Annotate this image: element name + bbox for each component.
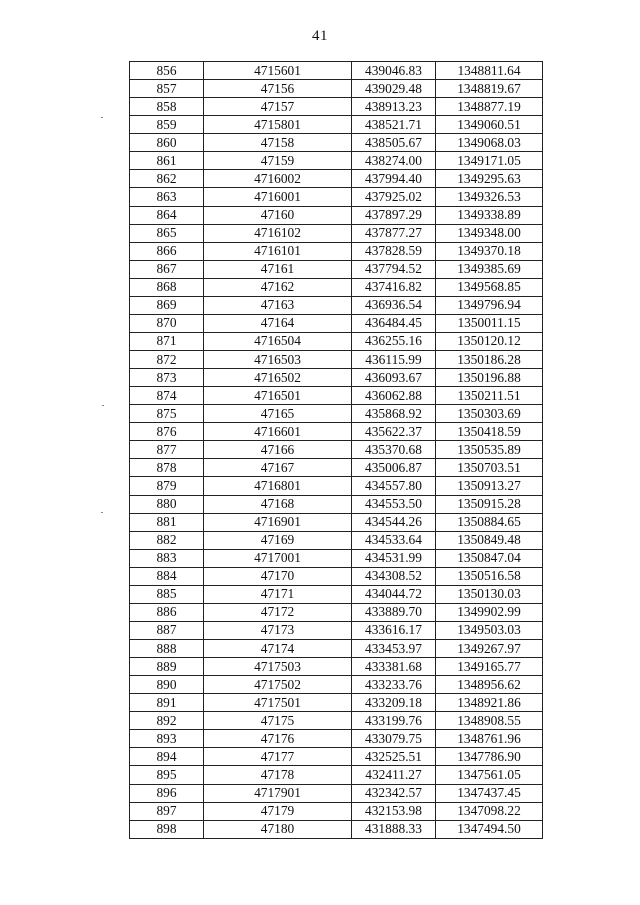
row-number-cell: 861 [130,152,204,170]
x-coordinate-cell: 434531.99 [352,549,436,567]
x-coordinate-cell: 433616.17 [352,621,436,639]
x-coordinate-cell: 434533.64 [352,531,436,549]
y-coordinate-cell: 1349370.18 [436,242,543,260]
point-id-cell: 47156 [204,80,352,98]
y-coordinate-cell: 1350186.28 [436,351,543,369]
row-number-cell: 895 [130,766,204,784]
y-coordinate-cell: 1347437.45 [436,784,543,802]
row-number-cell: 878 [130,459,204,477]
point-id-cell: 4717901 [204,784,352,802]
x-coordinate-cell: 433889.70 [352,603,436,621]
x-coordinate-cell: 432525.51 [352,748,436,766]
row-number-cell: 892 [130,712,204,730]
table-row [130,351,543,369]
table-row [130,459,543,477]
y-coordinate-cell: 1349902.99 [436,603,543,621]
row-number-cell: 864 [130,206,204,224]
point-id-cell: 4716504 [204,332,352,350]
table-row [130,423,543,441]
point-id-cell: 47162 [204,278,352,296]
point-id-cell: 4717501 [204,694,352,712]
y-coordinate-cell: 1348908.55 [436,712,543,730]
y-coordinate-cell: 1348761.96 [436,730,543,748]
x-coordinate-cell: 436484.45 [352,314,436,332]
table-row [130,694,543,712]
row-number-cell: 872 [130,351,204,369]
x-coordinate-cell: 436115.99 [352,351,436,369]
y-coordinate-cell: 1350703.51 [436,459,543,477]
y-coordinate-cell: 1350211.51 [436,387,543,405]
table-row [130,242,543,260]
point-id-cell: 47179 [204,802,352,820]
point-id-cell: 4716501 [204,387,352,405]
x-coordinate-cell: 435868.92 [352,405,436,423]
row-number-cell: 863 [130,188,204,206]
point-id-cell: 47163 [204,296,352,314]
x-coordinate-cell: 436062.88 [352,387,436,405]
scan-speck [101,117,103,118]
x-coordinate-cell: 433079.75 [352,730,436,748]
point-id-cell: 47161 [204,260,352,278]
y-coordinate-cell: 1350913.27 [436,477,543,495]
x-coordinate-cell: 437925.02 [352,188,436,206]
point-id-cell: 47174 [204,640,352,658]
point-id-cell: 4717001 [204,549,352,567]
table-row [130,567,543,585]
point-id-cell: 47158 [204,134,352,152]
y-coordinate-cell: 1349796.94 [436,296,543,314]
table-row [130,477,543,495]
row-number-cell: 858 [130,98,204,116]
table-row [130,549,543,567]
table-row [130,513,543,531]
x-coordinate-cell: 433199.76 [352,712,436,730]
y-coordinate-cell: 1349295.63 [436,170,543,188]
table-row [130,206,543,224]
point-id-cell: 47166 [204,441,352,459]
y-coordinate-cell: 1348819.67 [436,80,543,98]
y-coordinate-cell: 1349568.85 [436,278,543,296]
table-row [130,531,543,549]
row-number-cell: 869 [130,296,204,314]
scan-speck [102,405,104,406]
row-number-cell: 874 [130,387,204,405]
table-row [130,314,543,332]
x-coordinate-cell: 437897.29 [352,206,436,224]
y-coordinate-cell: 1349338.89 [436,206,543,224]
table-row [130,170,543,188]
table-row [130,603,543,621]
x-coordinate-cell: 437794.52 [352,260,436,278]
y-coordinate-cell: 1348811.64 [436,62,543,80]
row-number-cell: 877 [130,441,204,459]
row-number-cell: 897 [130,802,204,820]
x-coordinate-cell: 432411.27 [352,766,436,784]
table-row [130,188,543,206]
y-coordinate-cell: 1349165.77 [436,658,543,676]
y-coordinate-cell: 1349171.05 [436,152,543,170]
row-number-cell: 866 [130,242,204,260]
x-coordinate-cell: 435006.87 [352,459,436,477]
y-coordinate-cell: 1350196.88 [436,369,543,387]
point-id-cell: 47173 [204,621,352,639]
y-coordinate-cell: 1350847.04 [436,549,543,567]
table-row [130,116,543,134]
x-coordinate-cell: 439046.83 [352,62,436,80]
row-number-cell: 898 [130,820,204,838]
point-id-cell: 4715801 [204,116,352,134]
row-number-cell: 885 [130,585,204,603]
y-coordinate-cell: 1349068.03 [436,134,543,152]
point-id-cell: 47178 [204,766,352,784]
coordinates-table [129,61,543,839]
row-number-cell: 881 [130,513,204,531]
point-id-cell: 4715601 [204,62,352,80]
row-number-cell: 860 [130,134,204,152]
table-row [130,748,543,766]
y-coordinate-cell: 1347561.05 [436,766,543,784]
table-row [130,152,543,170]
table-row [130,387,543,405]
table-row [130,784,543,802]
table-row [130,332,543,350]
table-row [130,676,543,694]
point-id-cell: 4716002 [204,170,352,188]
x-coordinate-cell: 434557.80 [352,477,436,495]
x-coordinate-cell: 434044.72 [352,585,436,603]
point-id-cell: 4716001 [204,188,352,206]
x-coordinate-cell: 431888.33 [352,820,436,838]
row-number-cell: 887 [130,621,204,639]
table-row [130,80,543,98]
table-row [130,820,543,838]
y-coordinate-cell: 1347494.50 [436,820,543,838]
row-number-cell: 857 [130,80,204,98]
y-coordinate-cell: 1350516.58 [436,567,543,585]
y-coordinate-cell: 1349385.69 [436,260,543,278]
x-coordinate-cell: 437416.82 [352,278,436,296]
x-coordinate-cell: 438505.67 [352,134,436,152]
table-row [130,405,543,423]
point-id-cell: 4717503 [204,658,352,676]
point-id-cell: 47176 [204,730,352,748]
point-id-cell: 47165 [204,405,352,423]
row-number-cell: 882 [130,531,204,549]
row-number-cell: 889 [130,658,204,676]
y-coordinate-cell: 1349348.00 [436,224,543,242]
row-number-cell: 893 [130,730,204,748]
table-row [130,441,543,459]
row-number-cell: 873 [130,369,204,387]
y-coordinate-cell: 1350418.59 [436,423,543,441]
x-coordinate-cell: 437877.27 [352,224,436,242]
row-number-cell: 896 [130,784,204,802]
x-coordinate-cell: 433209.18 [352,694,436,712]
point-id-cell: 4716502 [204,369,352,387]
table-row [130,296,543,314]
y-coordinate-cell: 1350120.12 [436,332,543,350]
table-row [130,62,543,80]
y-coordinate-cell: 1348877.19 [436,98,543,116]
coordinates-table-body [130,62,543,839]
y-coordinate-cell: 1350915.28 [436,495,543,513]
table-row [130,278,543,296]
table-row [130,640,543,658]
x-coordinate-cell: 436093.67 [352,369,436,387]
x-coordinate-cell: 433381.68 [352,658,436,676]
table-row [130,658,543,676]
x-coordinate-cell: 436255.16 [352,332,436,350]
row-number-cell: 868 [130,278,204,296]
row-number-cell: 890 [130,676,204,694]
point-id-cell: 47171 [204,585,352,603]
y-coordinate-cell: 1350884.65 [436,513,543,531]
row-number-cell: 865 [130,224,204,242]
row-number-cell: 886 [130,603,204,621]
point-id-cell: 4716601 [204,423,352,441]
row-number-cell: 856 [130,62,204,80]
y-coordinate-cell: 1349267.97 [436,640,543,658]
point-id-cell: 47159 [204,152,352,170]
y-coordinate-cell: 1350303.69 [436,405,543,423]
point-id-cell: 47168 [204,495,352,513]
x-coordinate-cell: 434544.26 [352,513,436,531]
y-coordinate-cell: 1349326.53 [436,188,543,206]
point-id-cell: 4717502 [204,676,352,694]
x-coordinate-cell: 439029.48 [352,80,436,98]
y-coordinate-cell: 1350011.15 [436,314,543,332]
row-number-cell: 875 [130,405,204,423]
row-number-cell: 879 [130,477,204,495]
point-id-cell: 47177 [204,748,352,766]
x-coordinate-cell: 435370.68 [352,441,436,459]
page-number: 41 [312,28,328,44]
row-number-cell: 871 [130,332,204,350]
x-coordinate-cell: 434308.52 [352,567,436,585]
x-coordinate-cell: 432342.57 [352,784,436,802]
x-coordinate-cell: 433233.76 [352,676,436,694]
y-coordinate-cell: 1350130.03 [436,585,543,603]
table-row [130,712,543,730]
scan-speck [101,512,103,513]
point-id-cell: 4716503 [204,351,352,369]
y-coordinate-cell: 1350535.89 [436,441,543,459]
y-coordinate-cell: 1348956.62 [436,676,543,694]
point-id-cell: 47169 [204,531,352,549]
point-id-cell: 47160 [204,206,352,224]
x-coordinate-cell: 435622.37 [352,423,436,441]
point-id-cell: 4716801 [204,477,352,495]
table-row [130,621,543,639]
table-row [130,98,543,116]
x-coordinate-cell: 437828.59 [352,242,436,260]
point-id-cell: 47170 [204,567,352,585]
point-id-cell: 4716102 [204,224,352,242]
row-number-cell: 862 [130,170,204,188]
row-number-cell: 883 [130,549,204,567]
point-id-cell: 4716101 [204,242,352,260]
row-number-cell: 884 [130,567,204,585]
x-coordinate-cell: 438274.00 [352,152,436,170]
point-id-cell: 47175 [204,712,352,730]
point-id-cell: 47180 [204,820,352,838]
table-row [130,224,543,242]
point-id-cell: 47167 [204,459,352,477]
table-row [130,134,543,152]
table-row [130,585,543,603]
row-number-cell: 876 [130,423,204,441]
row-number-cell: 894 [130,748,204,766]
point-id-cell: 47157 [204,98,352,116]
point-id-cell: 4716901 [204,513,352,531]
point-id-cell: 47172 [204,603,352,621]
row-number-cell: 888 [130,640,204,658]
table-row [130,730,543,748]
x-coordinate-cell: 438521.71 [352,116,436,134]
point-id-cell: 47164 [204,314,352,332]
table-row [130,495,543,513]
row-number-cell: 891 [130,694,204,712]
table-row [130,369,543,387]
x-coordinate-cell: 434553.50 [352,495,436,513]
table-row [130,802,543,820]
row-number-cell: 880 [130,495,204,513]
row-number-cell: 859 [130,116,204,134]
row-number-cell: 867 [130,260,204,278]
table-row [130,766,543,784]
table-row [130,260,543,278]
y-coordinate-cell: 1347786.90 [436,748,543,766]
x-coordinate-cell: 437994.40 [352,170,436,188]
x-coordinate-cell: 436936.54 [352,296,436,314]
y-coordinate-cell: 1347098.22 [436,802,543,820]
y-coordinate-cell: 1349060.51 [436,116,543,134]
y-coordinate-cell: 1349503.03 [436,621,543,639]
x-coordinate-cell: 438913.23 [352,98,436,116]
row-number-cell: 870 [130,314,204,332]
y-coordinate-cell: 1348921.86 [436,694,543,712]
x-coordinate-cell: 433453.97 [352,640,436,658]
y-coordinate-cell: 1350849.48 [436,531,543,549]
x-coordinate-cell: 432153.98 [352,802,436,820]
